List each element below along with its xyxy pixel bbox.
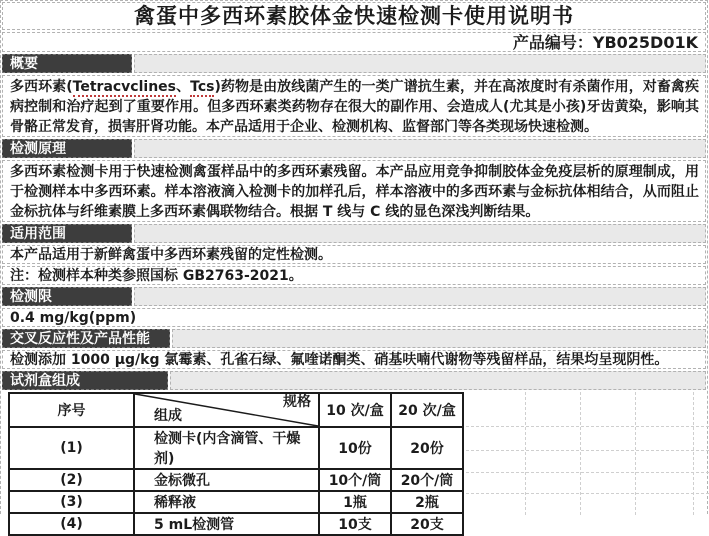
kit-table-zone bbox=[8, 392, 707, 533]
detection-limit-value: 0.4 mg/kg(ppm) bbox=[2, 308, 706, 327]
section-header-row-cross-reactivity bbox=[2, 329, 706, 348]
row-qty-10: 10份 bbox=[319, 427, 391, 469]
scope-line-1: 本产品适用于新鲜禽蛋中多西环素残留的定性检测。 bbox=[2, 245, 706, 264]
row-qty-10: 1瓶 bbox=[319, 491, 391, 513]
ghost-gridline-vertical bbox=[693, 392, 694, 515]
row-qty-20: 20个/筒 bbox=[391, 469, 463, 491]
scope-line-2: 注：检测样本种类参照国标 GB2763-2021。 bbox=[2, 266, 706, 285]
ghost-gridline-horizontal bbox=[466, 450, 709, 451]
section-header-strip bbox=[134, 54, 706, 73]
section-header-row-overview bbox=[2, 54, 706, 73]
ghost-gridline-horizontal bbox=[466, 493, 709, 494]
row-qty-20: 20份 bbox=[391, 427, 463, 469]
product-code: 产品编号：YB025D01K bbox=[2, 32, 706, 52]
row-qty-20: 20支 bbox=[391, 513, 463, 535]
kit-col-header-10-per-box: 10 次/盒 bbox=[319, 393, 391, 427]
kit-col-header-diagonal bbox=[134, 393, 319, 427]
table-row bbox=[9, 513, 463, 535]
section-header-row-kit bbox=[2, 371, 706, 390]
ghost-gridline-horizontal bbox=[466, 426, 709, 427]
ghost-gridline-horizontal bbox=[466, 472, 709, 473]
kit-table-header-row bbox=[9, 393, 463, 427]
overview-text-separator: 、 bbox=[176, 79, 191, 95]
row-component-name: 稀释液 bbox=[134, 491, 319, 513]
table-row bbox=[9, 469, 463, 491]
kit-col-header-20-per-box: 20 次/盒 bbox=[391, 393, 463, 427]
section-header-row-principle bbox=[2, 139, 706, 158]
ghost-gridline-vertical bbox=[635, 392, 636, 515]
table-row bbox=[9, 427, 463, 469]
ghost-gridline-vertical bbox=[580, 392, 581, 515]
row-no: (2) bbox=[9, 469, 134, 491]
row-qty-20: 2瓶 bbox=[391, 491, 463, 513]
row-no: (4) bbox=[9, 513, 134, 535]
page-title: 禽蛋中多西环素胶体金快速检测卡使用说明书 bbox=[2, 2, 706, 30]
row-qty-10: 10个/筒 bbox=[319, 469, 391, 491]
kit-col-header-no: 序号 bbox=[9, 393, 134, 427]
row-qty-10: 10支 bbox=[319, 513, 391, 535]
section-title-overview: 概要 bbox=[2, 54, 132, 73]
row-no: (1) bbox=[9, 427, 134, 469]
overview-spellcheck-term-1: Tetracvclines bbox=[72, 79, 177, 95]
row-component-name: 金标微孔 bbox=[134, 469, 319, 491]
section-title-kit: 试剂盒组成 bbox=[2, 371, 168, 390]
section-header-strip bbox=[134, 287, 706, 306]
kit-table bbox=[8, 392, 464, 536]
table-row bbox=[9, 491, 463, 513]
section-title-principle: 检测原理 bbox=[2, 139, 132, 158]
kit-col-header-spec: 规格 bbox=[283, 394, 311, 410]
overview-text-start: 多西环素( bbox=[10, 79, 73, 95]
section-header-row-scope bbox=[2, 224, 706, 243]
section-header-strip bbox=[134, 139, 706, 158]
row-component-name: 5 mL检测管 bbox=[134, 513, 319, 535]
cross-reactivity-text: 检测添加 1000 μg/kg 氯霉素、孔雀石绿、氟喹诺酮类、硝基呋喃代谢物等残留样品，结果均呈现阴性。 bbox=[2, 350, 706, 369]
row-component-name: 检测卡(内含滴管、干燥剂) bbox=[134, 427, 319, 469]
ghost-gridline-vertical bbox=[525, 392, 526, 515]
principle-paragraph: 多西环素检测卡用于快速检测禽蛋样品中的多西环素残留。本产品应用竞争抑制胶体金免疫层析的原理制成，用于检测样本中多西环素。样本溶液滴入检测卡的加样孔后，样本溶液中的多西环素与金标抗体相结合，从而阻止金标抗体与纤维素膜上多西环素偶联物结合。根据 T 线与 C 线的显色深浅判断结果。 bbox=[2, 160, 706, 222]
overview-text-rest: )药物是由放线菌产生的一类广谱抗生素，并在高浓度时有杀菌作用，对畜禽疾病控制和治疗起到了重要作用。但多西环素类药物存在很大的副作用、会造成人(尤其是小孩)牙齿黄染，影响其骨骼正常发育，损害肝肾功能。本产品适用于企业、检测机构、监督部门等各类现场快速检测。 bbox=[10, 79, 699, 135]
section-title-limit: 检测限 bbox=[2, 287, 132, 306]
overview-spellcheck-term-2: Tcs bbox=[190, 79, 215, 95]
section-title-scope: 适用范围 bbox=[2, 224, 132, 243]
overview-paragraph bbox=[2, 75, 706, 137]
section-header-strip bbox=[170, 371, 706, 390]
section-header-strip bbox=[134, 224, 706, 243]
section-header-row-limit bbox=[2, 287, 706, 306]
row-no: (3) bbox=[9, 491, 134, 513]
kit-col-header-composition: 组成 bbox=[154, 408, 182, 424]
section-title-cross-reactivity: 交叉反应性及产品性能 bbox=[2, 329, 170, 348]
section-header-strip bbox=[172, 329, 706, 348]
